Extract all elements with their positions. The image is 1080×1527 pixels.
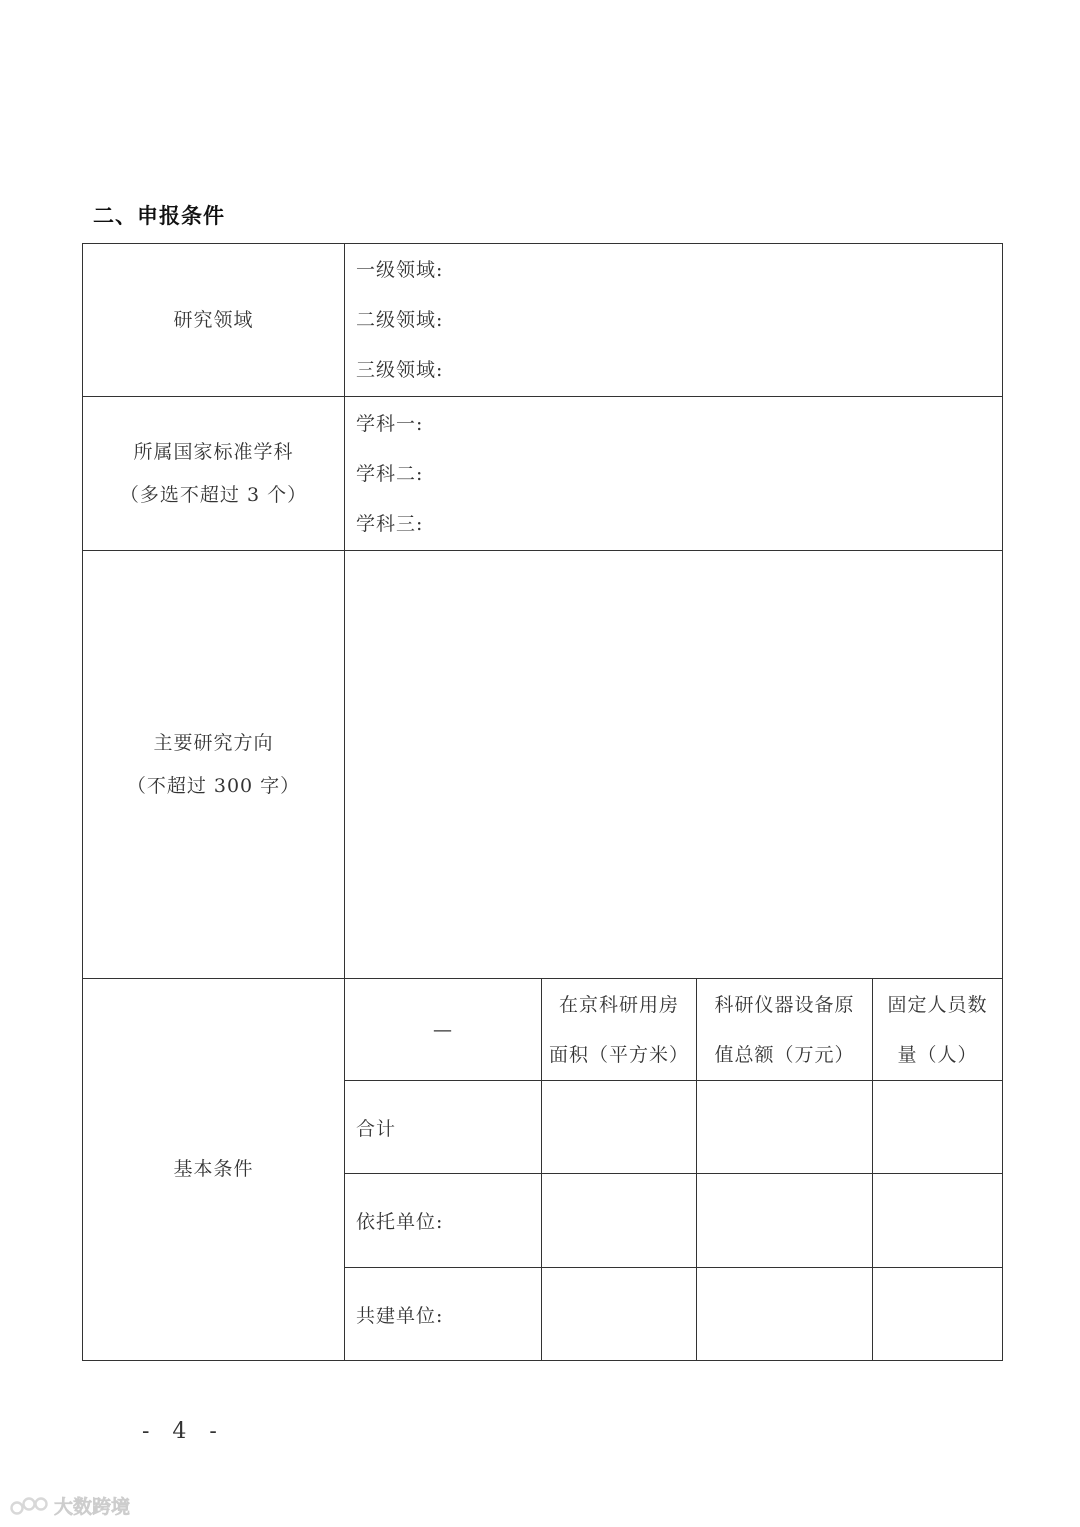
section-heading: 二、申报条件 <box>93 204 225 228</box>
application-conditions-table <box>82 243 1003 1361</box>
row-total-label: 合计 <box>345 1081 542 1174</box>
page-number: - 4 - <box>142 1419 225 1444</box>
header-staff-count: 固定人员数 量（人） <box>873 979 1003 1081</box>
co-equipment-cell[interactable] <box>697 1268 873 1361</box>
discipline-row <box>83 397 1003 551</box>
co-staff-cell[interactable] <box>873 1268 1003 1361</box>
host-lab-area-cell[interactable] <box>542 1174 697 1268</box>
header-dash-cell: — <box>345 979 542 1081</box>
total-staff-cell[interactable] <box>873 1081 1003 1174</box>
co-lab-area-cell[interactable] <box>542 1268 697 1361</box>
main-direction-entry[interactable] <box>345 551 1003 979</box>
basic-conditions-label: 基本条件 <box>83 979 345 1361</box>
header-lab-area: 在京科研用房 面积（平方米） <box>542 979 697 1081</box>
watermark <box>10 1492 130 1519</box>
discipline-1: 学科一: <box>356 412 424 435</box>
field-level-3: 三级领域: <box>356 359 444 381</box>
header-equipment-value: 科研仪器设备原 值总额（万元） <box>697 979 873 1081</box>
main-direction-row <box>83 551 1003 979</box>
row-co-unit-label: 共建单位: <box>345 1268 542 1361</box>
discipline-2: 学科二: <box>356 462 424 485</box>
discipline-entry[interactable] <box>345 397 1003 551</box>
host-equipment-cell[interactable] <box>697 1174 873 1268</box>
watermark-text: 大数跨境 <box>54 1496 131 1518</box>
total-lab-area-cell[interactable] <box>542 1081 697 1174</box>
research-field-entry[interactable] <box>345 244 1003 397</box>
main-direction-label: 主要研究方向 （不超过 300 字） <box>83 551 345 979</box>
field-level-2: 二级领域: <box>356 309 444 331</box>
brand-logo-icon <box>10 1494 50 1518</box>
basic-conditions-header-row <box>83 979 1003 1081</box>
discipline-3: 学科三: <box>356 512 424 535</box>
total-equipment-cell[interactable] <box>697 1081 873 1174</box>
row-host-unit-label: 依托单位: <box>345 1174 542 1268</box>
discipline-label: 所属国家标准学科 （多选不超过 3 个） <box>83 397 345 551</box>
host-staff-cell[interactable] <box>873 1174 1003 1268</box>
research-field-row <box>83 244 1003 397</box>
field-level-1: 一级领域: <box>356 259 444 281</box>
research-field-label: 研究领域 <box>83 244 345 397</box>
